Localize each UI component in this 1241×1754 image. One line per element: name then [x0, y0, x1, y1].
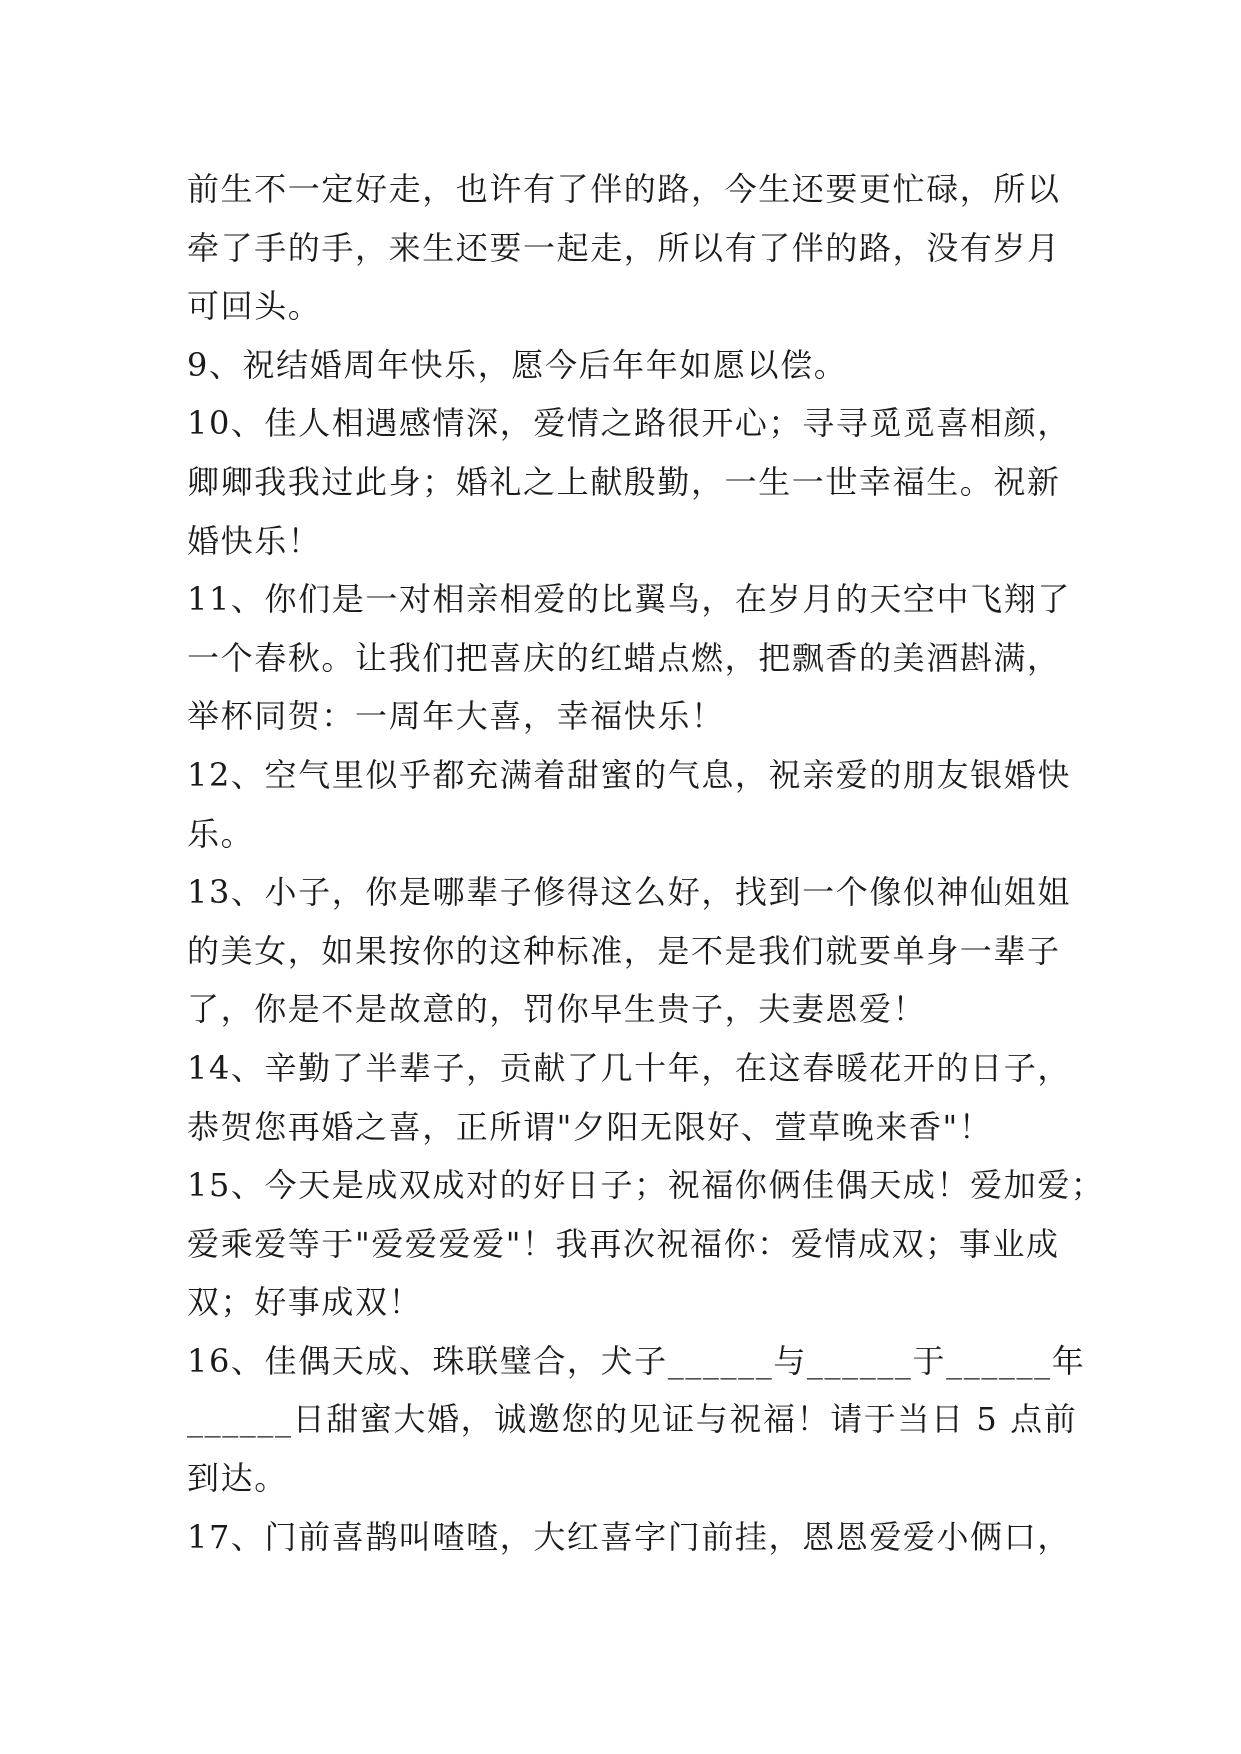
text-line: 12、空气里似乎都充满着甜蜜的气息，祝亲爱的朋友银婚快 — [187, 755, 1071, 794]
text-line: 的美女，如果按你的这种标准，是不是我们就要单身一辈子 — [187, 931, 1061, 970]
text-line: 双；好事成双！ — [187, 1283, 423, 1322]
text-line: 16、佳偶天成、珠联璧合，犬子______与______于______年 — [187, 1341, 1086, 1380]
text-line: 9、祝结婚周年快乐，愿今后年年如愿以偿。 — [187, 345, 848, 384]
text-line: 卿卿我我过此身；婚礼之上献殷勤，一生一世幸福生。祝新 — [187, 462, 1061, 501]
text-line: 到达。 — [187, 1459, 288, 1498]
text-line: 15、今天是成双成对的好日子；祝福你俩佳偶天成！爱加爱； — [187, 1166, 1105, 1205]
text-line: 举杯同贺：一周年大喜，幸福快乐！ — [187, 697, 725, 736]
text-line: 一个春秋。让我们把喜庆的红蜡点燃，把飘香的美酒斟满， — [187, 638, 1061, 677]
text-line: 17、门前喜鹊叫喳喳，大红喜字门前挂，恩恩爱爱小俩口， — [187, 1517, 1071, 1556]
document-body — [187, 160, 1105, 1566]
text-line: 婚快乐！ — [187, 521, 322, 560]
text-line: 14、辛勤了半辈子，贡献了几十年，在这春暖花开的日子， — [187, 1048, 1071, 1087]
text-line: 牵了手的手，来生还要一起走，所以有了伴的路，没有岁月 — [187, 228, 1061, 267]
text-line: 恭贺您再婚之喜，正所谓"夕阳无限好、萱草晚来香"！ — [187, 1107, 993, 1146]
text-line: 前生不一定好走，也许有了伴的路，今生还要更忙碌，所以 — [187, 170, 1061, 208]
text-line: 可回头。 — [187, 287, 322, 326]
text-line: ______日甜蜜大婚，诚邀您的见证与祝福！请于当日 5 点前 — [187, 1400, 1078, 1439]
text-line: 13、小子，你是哪辈子修得这么好，找到一个像似神仙姐姐 — [187, 873, 1071, 912]
text-line: 11、你们是一对相亲相爱的比翼鸟，在岁月的天空中飞翔了 — [187, 580, 1071, 619]
text-line: 乐。 — [187, 814, 255, 853]
text-line: 10、佳人相遇感情深，爱情之路很开心；寻寻觅觅喜相颜， — [187, 404, 1071, 443]
text-line: 了，你是不是故意的，罚你早生贵子，夫妻恩爱！ — [187, 990, 927, 1029]
text-line: 爱乘爱等于"爱爱爱爱"！我再次祝福你：爱情成双；事业成 — [187, 1224, 1060, 1263]
